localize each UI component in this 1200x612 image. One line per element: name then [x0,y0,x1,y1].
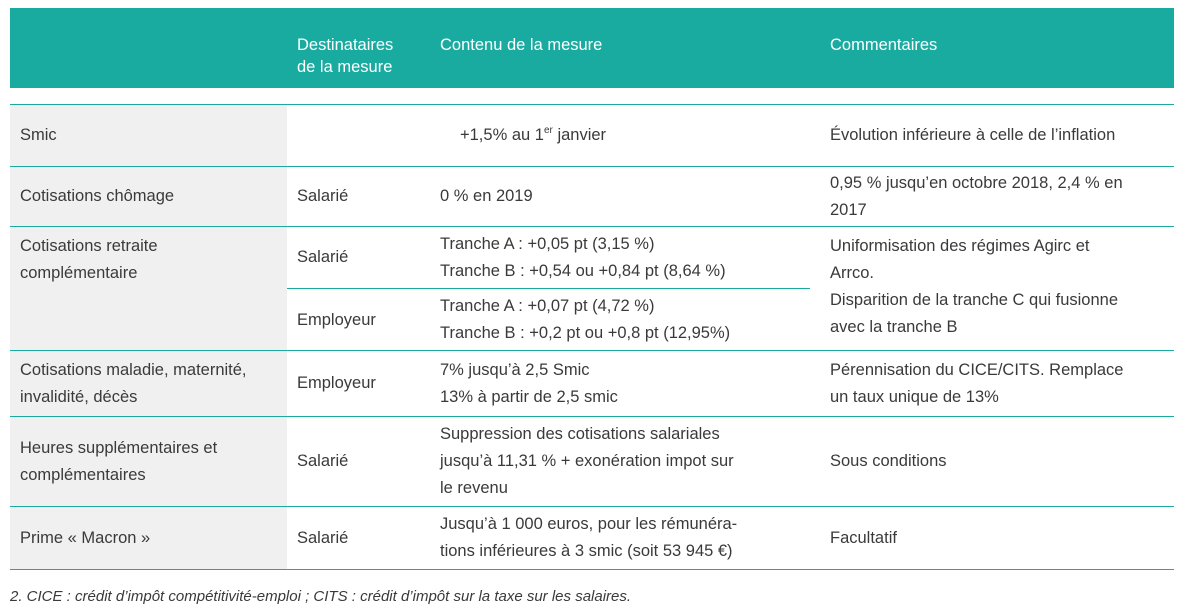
cell-commentaire [830,167,1174,226]
cell-mesure [10,507,287,569]
header-contenu: Contenu de la mesure [440,36,603,54]
cell-text: Salarié [297,452,349,470]
text-part: +1,5% au 1 [460,126,544,144]
cell-text: Cotisations chômage [20,187,175,205]
table-row [10,167,1174,227]
cell-contenu [440,417,810,506]
cell-text: Smic [20,126,57,144]
cell-text: jusqu’à 11,31 % + exonération impot sur [440,452,734,470]
cell-text: Heures supplémentaires et [20,438,218,457]
cell-text: le revenu [440,479,508,497]
cell-destinataire [297,507,437,569]
header-destinataires [297,34,393,78]
cell-destinataire [297,167,437,226]
cell-mesure [10,417,287,506]
table-row [10,507,1174,569]
header-commentaires: Commentaires [830,36,938,54]
cell-commentaire [830,417,1174,506]
cell-text: Employeur [297,310,376,329]
cell-mesure [10,227,287,350]
cell-mesure [10,167,287,226]
cell-commentaire [830,351,1174,416]
table-header [10,8,1174,88]
cell-commentaire [830,507,1174,569]
header-destinataires-line1: Destinataires [297,36,394,54]
table-row [10,227,1174,351]
cell-destinataire [297,289,437,351]
cell-destinataire [297,417,437,506]
cell-contenu [440,105,810,166]
cell-text: tions inférieures à 3 smic (soit 53 945 €) [440,542,733,560]
cell-text: un taux unique de 13% [830,387,999,406]
cell-text: 13% à partir de 2,5 smic [440,387,618,406]
cell-destinataire [297,351,437,416]
cell-text: Prime « Macron » [20,528,151,547]
cell-text: complémentaires [20,465,146,484]
cell-contenu [440,227,810,288]
cell-text [460,122,810,149]
cell-text: complémentaire [20,264,138,282]
measures-table [10,104,1174,570]
cell-text: Tranche B : +0,54 ou +0,84 pt (8,64 %) [440,261,726,280]
cell-text: 2017 [830,200,867,219]
cell-text: Cotisations retraite [20,237,158,255]
cell-text: Arrco. [830,264,875,282]
header-destinataires-line2: de la mesure [297,58,393,76]
cell-text: Évolution inférieure à celle de l’inflation [830,126,1116,144]
cell-text: Uniformisation des régimes Agirc et [830,237,1090,255]
cell-contenu [440,167,810,226]
cell-text: Pérennisation du CICE/CITS. Remplace [830,360,1124,379]
cell-text: Suppression des cotisations salariales [440,425,720,443]
cell-contenu [440,289,810,351]
cell-text: Employeur [297,374,376,392]
cell-contenu [440,351,810,416]
cell-text: Jusqu’à 1 000 euros, pour les rémunéra- [440,515,738,533]
cell-text: Tranche B : +0,2 pt ou +0,8 pt (12,95%) [440,324,731,342]
cell-commentaire [830,227,1174,350]
sub-row-salarie [287,227,810,289]
text-part: janvier [552,126,607,144]
cell-mesure [10,351,287,416]
cell-text: Facultatif [830,528,897,547]
cell-text: Salarié [297,187,349,205]
cell-text: 7% jusqu’à 2,5 Smic [440,360,590,379]
footnote: 2. CICE : crédit d’impôt compétitivité-emploi ; CITS : crédit d’impôt sur la taxe sur les salaires. [10,588,632,605]
cell-text: avec la tranche B [830,318,958,336]
cell-text: 0,95 % jusqu’en octobre 2018, 2,4 % en [830,173,1123,192]
sub-row-employeur [287,289,810,351]
table-row [10,417,1174,507]
cell-destinataire [297,227,437,288]
cell-commentaire [830,105,1174,166]
superscript: er [543,124,553,136]
cell-text: Salarié [297,528,349,547]
cell-contenu [440,507,810,569]
cell-text: Sous conditions [830,452,947,470]
cell-mesure [10,105,287,166]
cell-text: 0 % en 2019 [440,187,533,205]
cell-text: Cotisations maladie, maternité, [20,360,247,379]
cell-text: Salarié [297,248,349,266]
cell-text: Tranche A : +0,05 pt (3,15 %) [440,234,655,253]
table-row [10,105,1174,167]
cell-text: Disparition de la tranche C qui fusionne [830,291,1119,309]
cell-text: Tranche A : +0,07 pt (4,72 %) [440,297,655,315]
cell-text: invalidité, décès [20,387,138,406]
table-row [10,351,1174,417]
